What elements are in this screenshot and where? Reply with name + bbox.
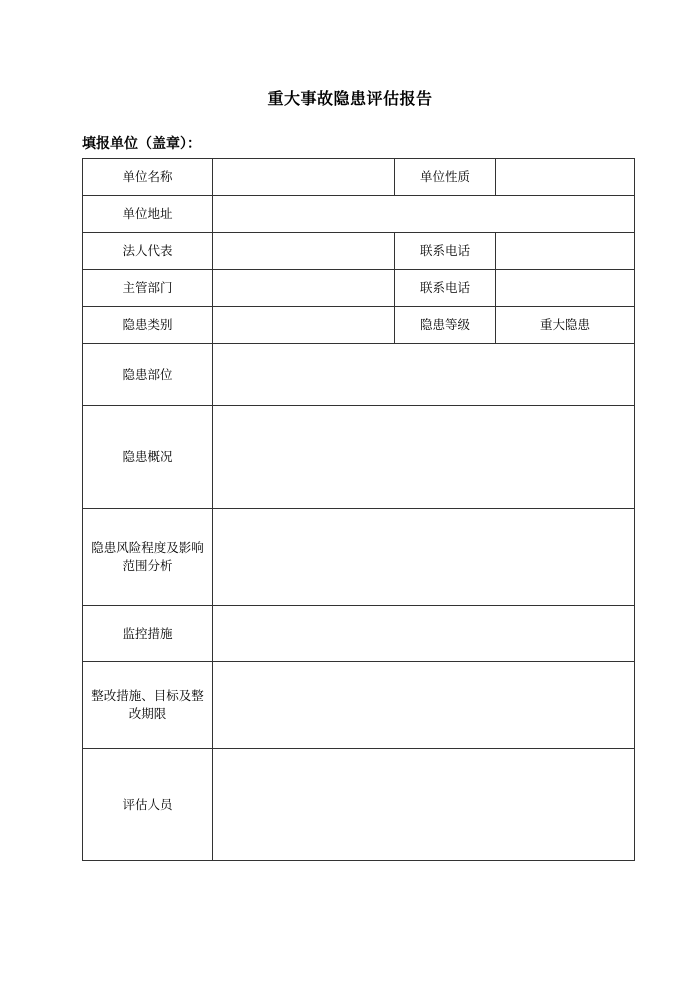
- row-hazard-location: [83, 344, 635, 406]
- row-unit-address: [83, 196, 635, 233]
- legal-rep-label: 法人代表: [83, 233, 213, 270]
- legal-rep-phone-field[interactable]: [496, 233, 635, 270]
- unit-address-field[interactable]: [213, 196, 635, 233]
- unit-nature-field[interactable]: [496, 159, 635, 196]
- row-unit-name: [83, 159, 635, 196]
- unit-address-label: 单位地址: [83, 196, 213, 233]
- page-title: 重大事故隐患评估报告: [267, 89, 433, 108]
- row-hazard-overview: [83, 406, 635, 509]
- report-form-table: [82, 158, 635, 861]
- monitoring-field[interactable]: [213, 606, 635, 662]
- hazard-overview-field[interactable]: [213, 406, 635, 509]
- row-risk-analysis: [83, 509, 635, 606]
- rectification-label: 整改措施、目标及整改期限: [83, 662, 213, 749]
- legal-rep-phone-label: 联系电话: [395, 233, 496, 270]
- hazard-level-label: 隐患等级: [395, 307, 496, 344]
- supervisor-phone-label: 联系电话: [395, 270, 496, 307]
- rectification-field[interactable]: [213, 662, 635, 749]
- unit-name-field[interactable]: [213, 159, 395, 196]
- fill-unit-label: 填报单位（盖章）：: [82, 136, 201, 152]
- row-assessors: [83, 749, 635, 861]
- supervisor-phone-field[interactable]: [496, 270, 635, 307]
- row-supervisor-dept: [83, 270, 635, 307]
- hazard-category-field[interactable]: [213, 307, 395, 344]
- risk-analysis-field[interactable]: [213, 509, 635, 606]
- supervisor-dept-label: 主管部门: [83, 270, 213, 307]
- hazard-location-field[interactable]: [213, 344, 635, 406]
- hazard-overview-label: 隐患概况: [83, 406, 213, 509]
- unit-name-label: 单位名称: [83, 159, 213, 196]
- assessors-field[interactable]: [213, 749, 635, 861]
- hazard-category-label: 隐患类别: [83, 307, 213, 344]
- hazard-location-label: 隐患部位: [83, 344, 213, 406]
- hazard-level-field[interactable]: 重大隐患: [496, 307, 635, 344]
- row-rectification: [83, 662, 635, 749]
- assessors-label: 评估人员: [83, 749, 213, 861]
- legal-rep-field[interactable]: [213, 233, 395, 270]
- supervisor-dept-field[interactable]: [213, 270, 395, 307]
- risk-analysis-label: 隐患风险程度及影响范围分析: [83, 509, 213, 606]
- row-legal-rep: [83, 233, 635, 270]
- monitoring-label: 监控措施: [83, 606, 213, 662]
- row-monitoring: [83, 606, 635, 662]
- unit-nature-label: 单位性质: [395, 159, 496, 196]
- row-hazard-category: [83, 307, 635, 344]
